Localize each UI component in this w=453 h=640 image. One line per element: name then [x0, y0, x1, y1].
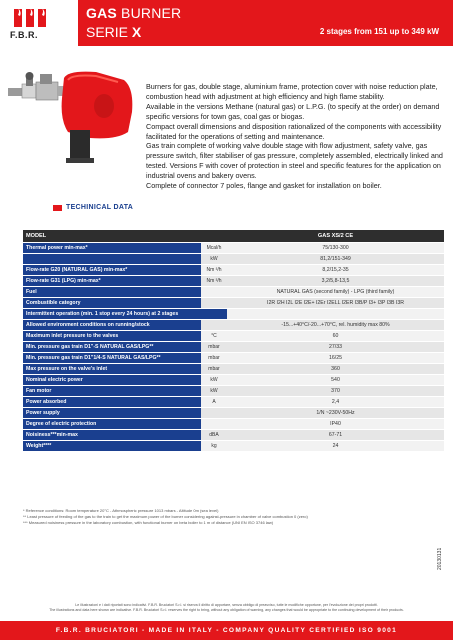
- row-value: 1/N ~230V-50Hz: [227, 407, 444, 418]
- row-value: 16/25: [227, 352, 444, 363]
- header-model: MODEL: [23, 230, 201, 242]
- row-label: Weight****: [23, 440, 201, 451]
- table-row: [23, 440, 444, 451]
- brand-name: F.B.R.: [10, 30, 39, 40]
- section-title: TECHINICAL DATA: [66, 204, 134, 211]
- row-value: -15...+40°C/-20...+70°C, rel. humidity max 80%: [227, 319, 444, 330]
- table-row: [23, 363, 444, 374]
- row-unit: Nm ³/h: [201, 275, 227, 286]
- footnotes: [23, 508, 444, 526]
- disclaimer-english: The illustrations and data here shown are indicative. F.B.R. Bruciatori S.r.l. reserves the right to bring, without any obligation of warning, any changes that would be appropriate to the continuing development of their products.: [49, 608, 404, 612]
- table-row: [23, 396, 444, 407]
- section-marker-icon: [53, 205, 62, 211]
- row-label: Power supply: [23, 407, 201, 418]
- table-row: [23, 407, 444, 418]
- row-unit: °C: [201, 330, 227, 341]
- row-label: Thermal power min-max*: [23, 242, 201, 253]
- row-label: Max pressure on the valve's inlet: [23, 363, 201, 374]
- flame-logo-icon: [14, 6, 46, 30]
- brand-logo: [0, 0, 72, 46]
- description-paragraph: Gas train complete of working valve double stage with flow adjustment, safety valve, gas pressure switch, filter stabiliser of gas pressure, completely assembled, electrically linked and tested. Versions F with cover of protection in steel and specific features for the application on industrial ovens and bakery ovens.: [146, 141, 443, 181]
- row-unit: Mcal/h: [201, 242, 227, 253]
- title-bold: GAS: [86, 5, 117, 21]
- footnote: *** Measured noisiness pressure in the laboratory combustion, with functional burner on beta boiler to 1 m of distance (UNI EN ISO 3746 law): [23, 520, 274, 525]
- table-row: [23, 374, 444, 385]
- row-value: [227, 308, 444, 319]
- row-label: Maximum inlet pressure to the valves: [23, 330, 201, 341]
- table-row: [23, 253, 444, 264]
- description-paragraph: Compact overall dimensions and disposition rationalized of the components with accessibility facilitated for the operations of setting and maintenance.: [146, 121, 442, 141]
- row-unit: mbar: [201, 352, 227, 363]
- row-label: Fan motor: [23, 385, 201, 396]
- row-label: Combustible category: [23, 297, 201, 308]
- row-label: Allowed environment conditions on running/stock: [23, 319, 201, 330]
- row-value: 360: [227, 363, 444, 374]
- footer-bar: F.B.R. BRUCIATORI - MADE IN ITALY - COMPANY QUALITY CERTIFIED ISO 9001: [0, 621, 453, 640]
- row-value: 540: [227, 374, 444, 385]
- row-value: 60: [227, 330, 444, 341]
- row-value: IP40: [227, 418, 444, 429]
- row-value: 2,4: [227, 396, 444, 407]
- table-row: [23, 286, 444, 297]
- footnote: * Reference conditions: Room temperature 20°C - Athmospheric pressure 1013 mbars - Altitude 0m (sea level): [23, 508, 219, 513]
- row-label: Degree of electric protection: [23, 418, 201, 429]
- row-value: 67-71: [227, 429, 444, 440]
- row-unit: kW: [201, 253, 227, 264]
- product-title: [86, 5, 181, 21]
- row-unit: kg: [201, 440, 227, 451]
- technical-data-table: [23, 230, 444, 452]
- row-unit: kW: [201, 385, 227, 396]
- row-unit: dBA: [201, 429, 227, 440]
- series-letter: X: [131, 24, 142, 40]
- row-value: 81,2/151-349: [227, 253, 444, 264]
- row-unit: A: [201, 396, 227, 407]
- footnote: ** Least pressure of feeding of the gas to the train to get the maximum power of the burner considering against-pressure in chamber of valve combustion 0 (zero): [23, 514, 308, 519]
- table-row: [23, 330, 444, 341]
- row-unit: [201, 286, 227, 297]
- table-header-row: [23, 230, 444, 242]
- row-label: Min. pressure gas train D1"-S NATURAL GAS/LPG**: [23, 341, 201, 352]
- disclaimer-italian: Le illustrazioni e i dati riportati sono indicativi. F.B.R. Bruciatori S.r.l. si riserva il diritto di apportare, senza obbligo di preavviso, tutte le modifiche opportune, per l'evoluzione dei propri prodotti.: [75, 603, 378, 607]
- row-label: Flow-rate G20 (NATURAL GAS) min-max*: [23, 264, 201, 275]
- table-row: [23, 242, 444, 253]
- table-row: [23, 352, 444, 363]
- table-row: [23, 275, 444, 286]
- row-value: 370: [227, 385, 444, 396]
- table-row: [23, 308, 444, 319]
- disclaimer: [14, 603, 439, 613]
- table-row: [23, 264, 444, 275]
- series-title: [86, 24, 141, 40]
- row-label: Min. pressure gas train D1"1/4-S NATURAL GAS/LPG**: [23, 352, 201, 363]
- table-row: [23, 341, 444, 352]
- row-unit: [201, 418, 227, 429]
- description-paragraph: Available in the versions Methane (natural gas) or L.P.G. (to specify at the order) on demand specific versions for town gas, coal gas or biogas.: [146, 101, 440, 121]
- title-rest: BURNER: [116, 5, 182, 21]
- description-paragraph: Complete of connector 7 poles, flange and gasket for installation on boiler.: [146, 181, 382, 191]
- row-unit: Nm ³/h: [201, 264, 227, 275]
- table-row: [23, 319, 444, 330]
- header-model-value: GAS XS/2 CE: [227, 230, 444, 242]
- row-label: Intermittent operation (min. 1 stop every 24 hours) at 2 stages: [23, 308, 227, 319]
- table-row: [23, 429, 444, 440]
- row-label: Nominal electric power: [23, 374, 201, 385]
- header-unit: [201, 230, 227, 242]
- row-unit: mbar: [201, 341, 227, 352]
- row-label: Flow-rate G31 (LPG) min-max*: [23, 275, 201, 286]
- burner-product-image: [6, 66, 138, 166]
- row-unit: [201, 407, 227, 418]
- row-unit: kW: [201, 374, 227, 385]
- row-unit: [201, 319, 227, 330]
- title-banner: [78, 0, 453, 46]
- description-paragraph: Burners for gas, double stage, aluminium frame, protection cover with noise reduction plate, combustion head with adjustment at high efficiency and high flame stability.: [146, 82, 438, 101]
- product-description: [146, 82, 444, 191]
- document-code: 20130131: [437, 547, 443, 570]
- row-value: NATURAL GAS (second family) - LPG (third family): [227, 286, 444, 297]
- row-value: 24: [227, 440, 444, 451]
- row-unit: mbar: [201, 363, 227, 374]
- table-row: [23, 385, 444, 396]
- table-row: [23, 418, 444, 429]
- row-label: Power absorbed: [23, 396, 201, 407]
- table-row: [23, 297, 444, 308]
- row-label: Fuel: [23, 286, 201, 297]
- row-label: [23, 253, 201, 264]
- row-value: I2R I2H I2L I2E I2E+ I2Er I2ELL I2ER I3B/P I3+ I3P I3B I3R: [227, 297, 444, 308]
- row-value: 75/130-300: [227, 242, 444, 253]
- row-label: Noisiness***min-max: [23, 429, 201, 440]
- row-value: 27/33: [227, 341, 444, 352]
- row-value: 8,2/15,2-35: [227, 264, 444, 275]
- row-value: 3,2/5,8-13,5: [227, 275, 444, 286]
- row-unit: [201, 297, 227, 308]
- power-range: 2 stages from 151 up to 349 kW: [319, 27, 439, 36]
- series-prefix: SERIE: [86, 24, 132, 40]
